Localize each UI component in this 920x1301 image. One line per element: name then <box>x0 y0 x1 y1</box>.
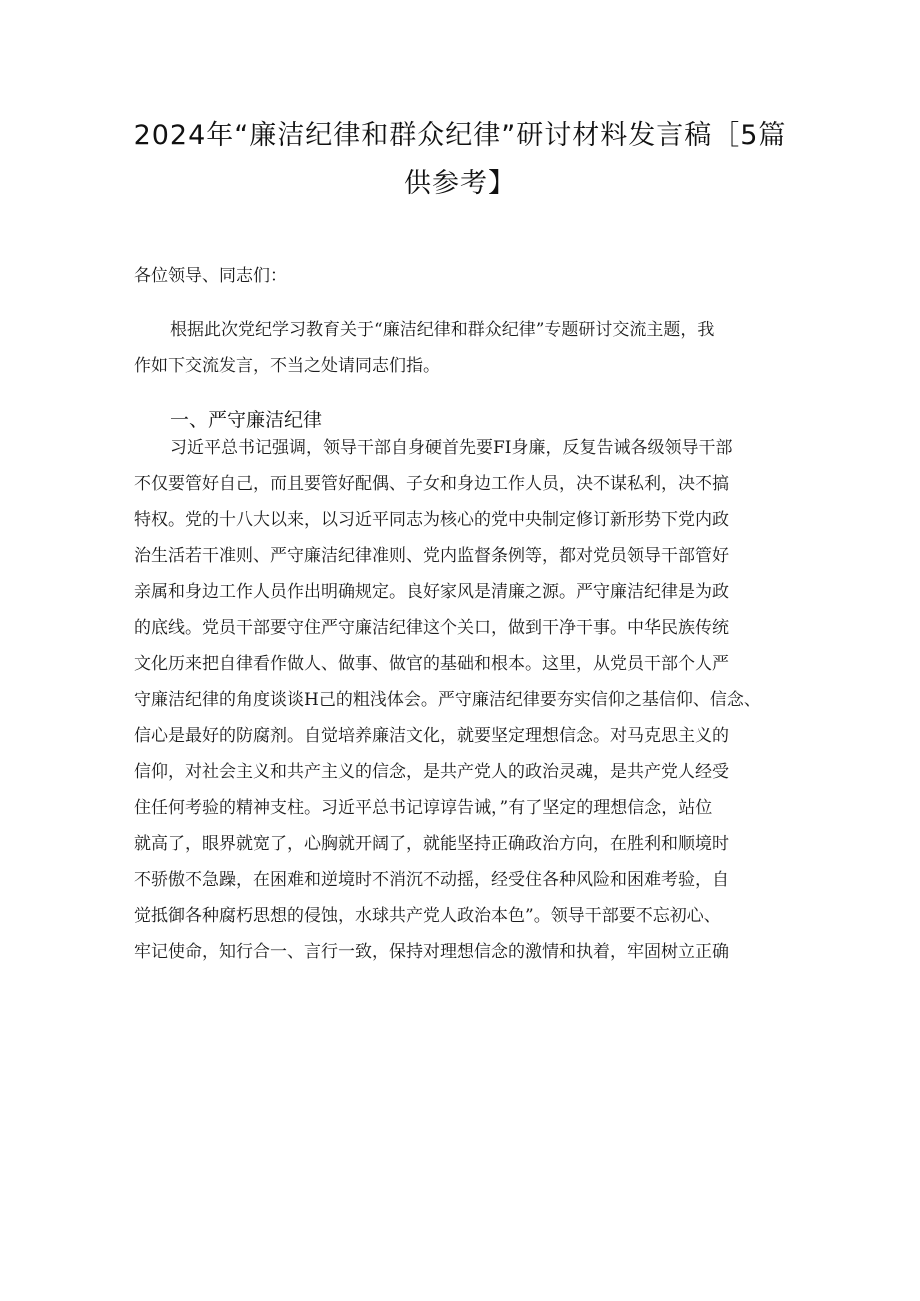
title-line-1: 2024年“廉洁纪律和群众纪律”研讨材料发言稿［5篇 <box>133 120 787 151</box>
section-heading: 一、严守廉洁纪律 <box>170 409 323 431</box>
body-line: 信心是最好的防腐剂。自觉培养廉洁文化，就要坚定理想信念。对马克思主义的 <box>134 726 729 746</box>
document-title <box>120 112 800 208</box>
body-line: 牢记使命，知行合一、言行一致，保持对理想信念的激情和执着，牢固树立正确 <box>134 942 729 962</box>
body-line: 的底线。党员干部要守住严守廉洁纪律这个关口，做到干净干事。中华民族传统 <box>134 618 729 638</box>
body-line: 住任何考验的精神支柱。习近平总书记谆谆告诫，”有了坚定的理想信念，站位 <box>134 798 713 818</box>
body-line: 治生活若干准则、严守廉洁纪律准则、党内监督条例等，都对党员领导干部管好 <box>134 546 729 566</box>
body-line: 文化历来把自律看作做人、做事、做官的基础和根本。这里，从党员干部个人严 <box>134 654 729 674</box>
greeting: 各位领导、同志们： <box>134 266 287 286</box>
body-paragraph <box>134 430 788 970</box>
body-line: 习近平总书记强调，领导干部自身硬首先要FI身廉，反复告诫各级领导干部 <box>170 438 733 458</box>
body-line: 亲属和身边工作人员作出明确规定。良好家风是清廉之源。严守廉洁纪律是为政 <box>134 582 729 602</box>
body-line: 就高了，眼界就宽了，心胸就开阔了，就能坚持正确政治方向，在胜利和顺境时 <box>134 834 729 854</box>
body-line: 觉抵御各种腐朽思想的侵蚀，水球共产党人政治本色”。领导干部要不忘初心、 <box>134 906 721 926</box>
body-line: 不骄傲不急躁，在困难和逆境时不消沉不动摇，经受住各种风险和困难考验，自 <box>134 870 729 890</box>
intro-line: 作如下交流发言，不当之处请同志们指。 <box>134 356 440 376</box>
body-line: 守廉洁纪律的角度谈谈H己的粗浅体会。严守廉洁纪律要夯实信仰之基信仰、信念、 <box>134 690 761 710</box>
body-line: 信仰，对社会主义和共产主义的信念，是共产党人的政治灵魂，是共产党人经受 <box>134 762 729 782</box>
intro-line: 根据此次党纪学习教育关于“廉洁纪律和群众纪律”专题研讨交流主题，我 <box>170 320 715 340</box>
title-line-2: 供参考】 <box>404 168 516 199</box>
intro-paragraph <box>134 312 788 384</box>
body-line: 特权。党的十八大以来，以习近平同志为核心的党中央制定修订新形势下党内政 <box>134 510 729 530</box>
body-line: 不仅要管好自己，而且要管好配偶、子女和身边工作人员，决不谋私利，决不搞 <box>134 474 729 494</box>
